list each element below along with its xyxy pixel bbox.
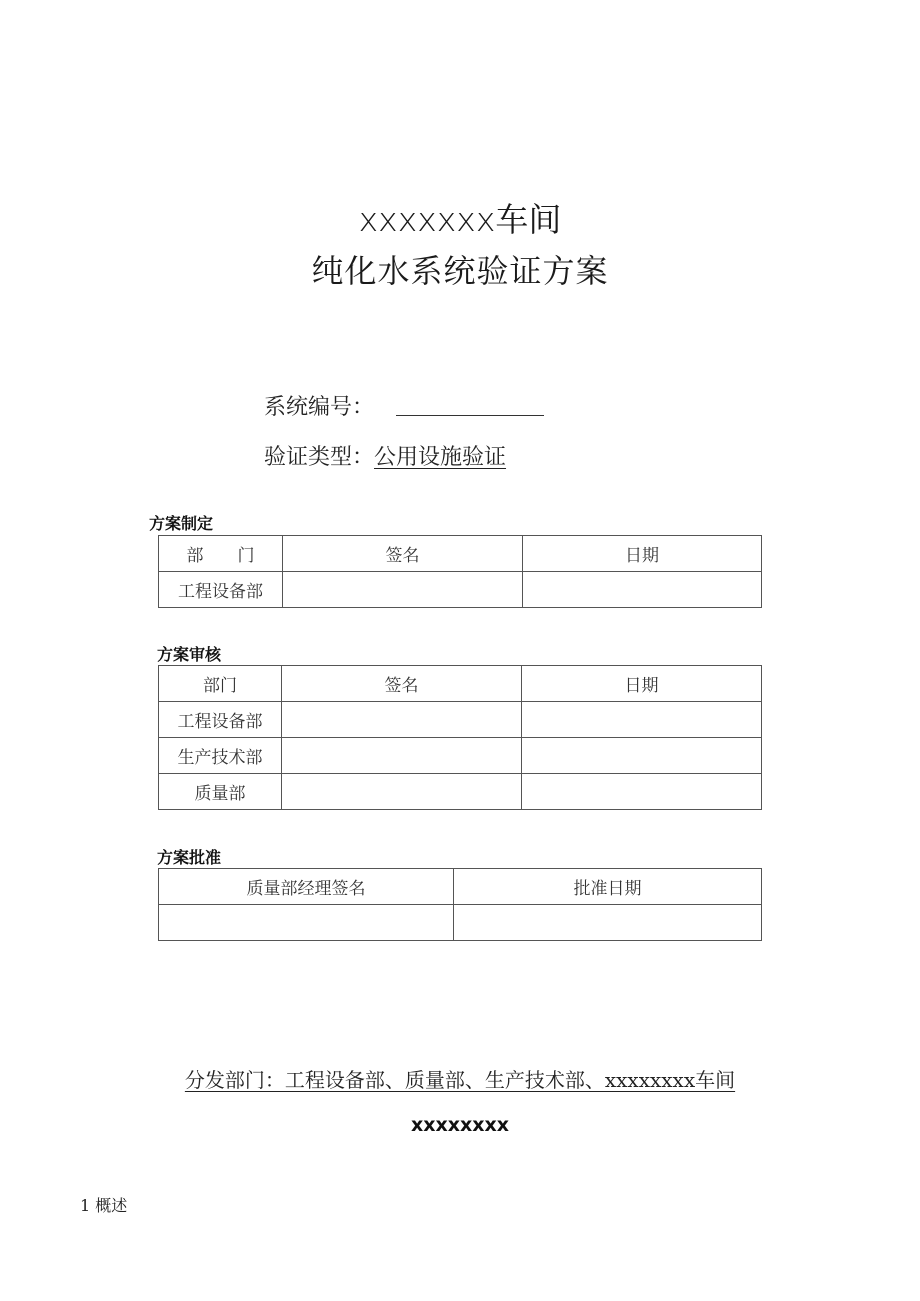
review-section-label: 方案审核 (157, 645, 222, 664)
department-cell: 工程设备部 (159, 572, 283, 608)
table-header-row (159, 869, 762, 905)
distribution-text: 分发部门：工程设备部、质量部、生产技术部、xxxxxxxx车间 (184, 1068, 736, 1092)
approval-section-label: 方案批准 (157, 848, 222, 867)
header-approval-date: 批准日期 (454, 869, 762, 905)
table-row (159, 702, 762, 738)
validation-type-row (264, 440, 506, 471)
department-cell: 工程设备部 (159, 702, 282, 738)
table-row (159, 738, 762, 774)
department-cell: 质量部 (159, 774, 282, 810)
workshop-title: xxxxxxx车间 (358, 200, 562, 239)
validation-type-value: 公用设施验证 (374, 445, 507, 470)
department-cell: 生产技术部 (159, 738, 282, 774)
drafting-table (158, 535, 762, 608)
system-number-label: 系统编号： (264, 395, 375, 420)
date-cell[interactable] (522, 738, 762, 774)
signature-cell[interactable] (283, 572, 523, 608)
approval-date-cell[interactable] (454, 905, 762, 941)
system-number-row (264, 390, 544, 421)
table-row (159, 572, 762, 608)
drafting-section-label: 方案制定 (149, 514, 214, 533)
table-header-row (159, 536, 762, 572)
header-date: 日期 (523, 536, 762, 572)
date-cell[interactable] (522, 702, 762, 738)
system-number-value[interactable] (396, 393, 544, 416)
approval-table (158, 868, 762, 941)
date-cell[interactable] (523, 572, 762, 608)
header-date: 日期 (522, 666, 762, 702)
company-name: xxxxxxxx (410, 1114, 510, 1136)
header-signature: 签名 (282, 666, 522, 702)
table-row (159, 774, 762, 810)
distribution-line (0, 1064, 920, 1093)
document-title: 纯化水系统验证方案 (311, 252, 609, 290)
header-manager-signature: 质量部经理签名 (159, 869, 454, 905)
header-signature: 签名 (283, 536, 523, 572)
date-cell[interactable] (522, 774, 762, 810)
section-heading: 1 概述 (80, 1196, 128, 1215)
review-table (158, 665, 762, 810)
table-header-row (159, 666, 762, 702)
table-row (159, 905, 762, 941)
validation-type-label: 验证类型： (264, 445, 375, 470)
signature-cell[interactable] (282, 774, 522, 810)
signature-cell[interactable] (282, 702, 522, 738)
signature-cell[interactable] (282, 738, 522, 774)
header-department: 部 门 (159, 536, 283, 572)
manager-signature-cell[interactable] (159, 905, 454, 941)
header-department: 部门 (159, 666, 282, 702)
